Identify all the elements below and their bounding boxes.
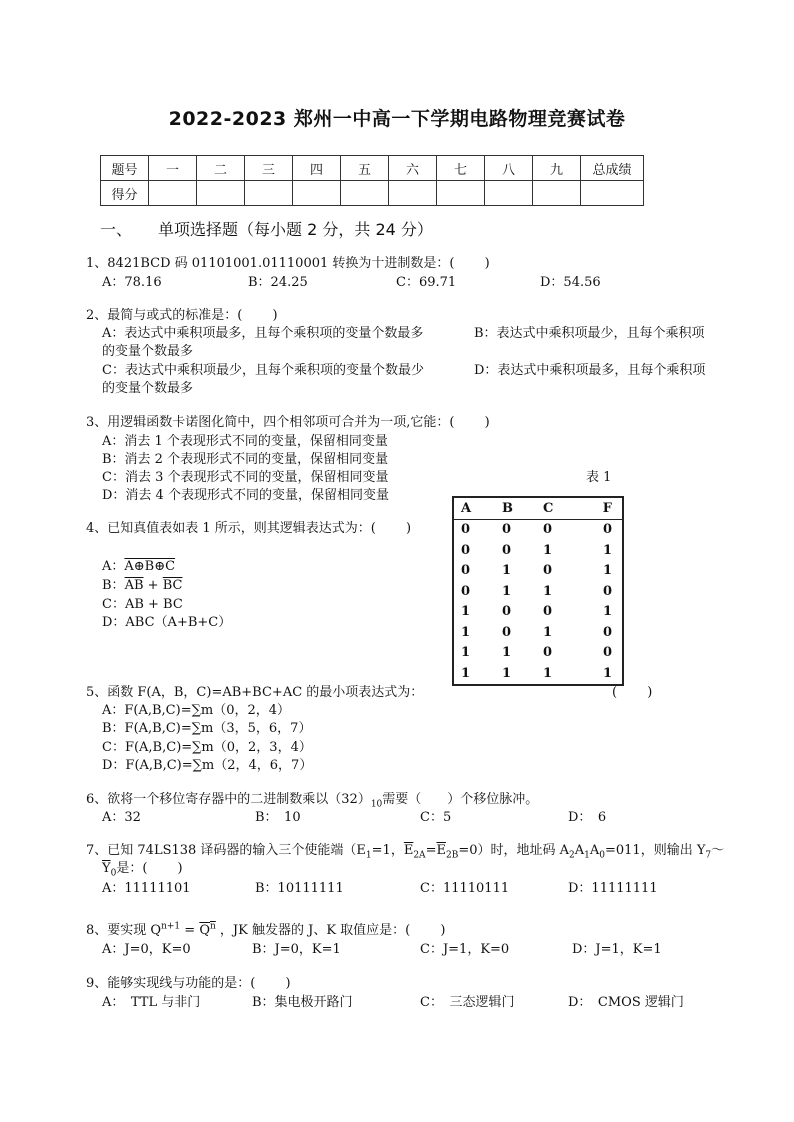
- question-5-option-c[interactable]: C：F(A,B,C)=∑m（0，2，3，4）: [102, 740, 312, 755]
- truth-cell: 0: [461, 583, 471, 599]
- truth-table-row: [453, 519, 623, 540]
- truth-header-f: F: [577, 497, 623, 519]
- truth-table-row: [453, 561, 623, 582]
- score-cell[interactable]: [581, 181, 644, 206]
- question-3-stem: 3、用逻辑函数卡诺图化简中，四个相邻项可合并为一项,它能：( ): [86, 415, 490, 430]
- section-heading: [100, 217, 433, 240]
- stem-text: =1，: [371, 843, 404, 858]
- question-5-option-a[interactable]: A：F(A,B,C)=∑m（0，2，4）: [102, 703, 291, 718]
- question-9-option-b[interactable]: B：集电极开路门: [252, 995, 353, 1010]
- q-bar-symbol: $\overline{Q}$: [199, 923, 210, 938]
- question-4-option-d[interactable]: D：ABC（A+B+C）: [102, 615, 232, 630]
- stem-text: 6、欲将一个移位寄存器中的二进制数乘以（32）: [86, 792, 371, 807]
- truth-cell: 0: [543, 522, 553, 538]
- question-8-option-a[interactable]: A：J=0，K=0: [102, 942, 191, 957]
- truth-cell: 0: [543, 563, 553, 579]
- score-header-cell: 一: [149, 156, 197, 181]
- stem-text: =011，则输出 Y: [604, 843, 706, 858]
- output-y0: $\overline{Y}$: [102, 861, 111, 876]
- question-2-option-d-cont: 的变量个数最多: [102, 381, 194, 396]
- truth-cell: 0: [502, 542, 512, 558]
- enable-e2a: $\overline{E}$: [403, 843, 414, 858]
- question-9-option-a[interactable]: A： TTL 与非门: [102, 995, 201, 1010]
- stem-text: 是：( ): [116, 861, 183, 876]
- stem-text: A: [574, 843, 585, 858]
- truth-cell: 0: [543, 604, 553, 620]
- truth-cell: 1: [461, 665, 471, 681]
- subscript: 1: [365, 850, 372, 861]
- score-header-cell: 七: [437, 156, 485, 181]
- stem-text: =: [425, 843, 437, 858]
- question-7-option-a[interactable]: A：11111101: [102, 881, 191, 896]
- question-4-option-c[interactable]: C：AB + BC: [102, 597, 183, 612]
- question-1-option-c[interactable]: C：69.71: [396, 275, 457, 290]
- stem-text: 7、已知 74LS138 译码器的输入三个使能端（E: [86, 843, 366, 858]
- superscript: n: [210, 921, 216, 932]
- question-4-option-b[interactable]: [102, 574, 182, 593]
- question-3-option-d[interactable]: D：消去 4 个表现形式不同的变量，保留相同变量: [102, 488, 389, 503]
- truth-cell: 1: [543, 665, 553, 681]
- xor-expression: A⊕B⊕C: [124, 559, 176, 574]
- question-6-option-c[interactable]: C：5: [420, 810, 452, 825]
- section-number: 一、: [100, 220, 133, 239]
- truth-cell: 1: [543, 583, 553, 599]
- truth-table-row: [453, 602, 623, 623]
- question-1-option-a[interactable]: A：78.16: [102, 275, 162, 290]
- score-table-score-row: [101, 181, 644, 206]
- plus-sign: +: [143, 578, 163, 593]
- question-2-option-b[interactable]: B：表达式中乘积项最少，且每个乘积项: [474, 326, 705, 341]
- truth-header-b: B: [495, 497, 536, 519]
- q-symbol: Q: [150, 923, 162, 938]
- truth-cell: 1: [602, 665, 612, 681]
- question-5-stem: 5、函数 F(A，B，C)=AB+BC+AC 的最小项表达式为：: [86, 685, 424, 700]
- truth-table-row: [453, 540, 623, 561]
- question-2-stem: 2、最简与或式的标准是：( ): [86, 308, 278, 323]
- score-cell[interactable]: [389, 181, 437, 206]
- score-header-cell: 五: [341, 156, 389, 181]
- truth-cell: 1: [502, 563, 512, 579]
- score-row-label: 得分: [101, 181, 149, 206]
- option-label: B：: [102, 578, 125, 593]
- truth-cell: 1: [461, 645, 471, 661]
- question-5-option-b[interactable]: B：F(A,B,C)=∑m（3，5，6，7）: [102, 721, 312, 736]
- question-2-option-c[interactable]: C：表达式中乘积项最少，且每个乘积项的变量个数最少: [102, 363, 424, 378]
- subscript: 2A: [413, 850, 426, 861]
- truth-cell: 0: [461, 563, 471, 579]
- subscript: 0: [110, 868, 117, 879]
- score-header-cell: 八: [485, 156, 533, 181]
- truth-cell: 0: [461, 542, 471, 558]
- question-3-option-a[interactable]: A：消去 1 个表现形式不同的变量，保留相同变量: [102, 434, 388, 449]
- question-3-option-b[interactable]: B：消去 2 个表现形式不同的变量，保留相同变量: [102, 452, 389, 467]
- truth-cell: 1: [602, 604, 612, 620]
- question-4-option-a[interactable]: [102, 555, 175, 574]
- truth-table-header: [453, 497, 623, 519]
- question-6-stem: [86, 788, 538, 810]
- score-header-cell: 六: [389, 156, 437, 181]
- question-8-option-c[interactable]: C：J=1，K=0: [420, 942, 510, 957]
- truth-cell: 1: [502, 665, 512, 681]
- stem-text: 8、要实现: [86, 923, 151, 938]
- question-5-answer-paren: ( ): [612, 685, 653, 700]
- truth-cell: 0: [602, 583, 612, 599]
- truth-cell: 1: [461, 624, 471, 640]
- option-label: A：: [102, 559, 125, 574]
- truth-table-row: [453, 643, 623, 664]
- score-header-cell: 四: [293, 156, 341, 181]
- truth-cell: 1: [543, 542, 553, 558]
- truth-cell: 0: [543, 645, 553, 661]
- score-header-cell: 题号: [101, 156, 149, 181]
- truth-cell: 0: [602, 645, 612, 661]
- truth-cell: 0: [602, 624, 612, 640]
- question-9-stem: 9、能够实现线与功能的是：( ): [86, 976, 291, 991]
- truth-cell: 0: [461, 522, 471, 538]
- stem-text: 需要（ ）个移位脉冲。: [382, 792, 539, 807]
- score-cell[interactable]: [341, 181, 389, 206]
- score-cell[interactable]: [293, 181, 341, 206]
- score-cell[interactable]: [533, 181, 581, 206]
- truth-table-row: [453, 663, 623, 685]
- score-cell[interactable]: [245, 181, 293, 206]
- truth-cell: 1: [502, 583, 512, 599]
- truth-cell: 1: [461, 604, 471, 620]
- score-cell[interactable]: [197, 181, 245, 206]
- truth-cell: 0: [502, 624, 512, 640]
- question-4-stem: 4、已知真值表如表 1 所示，则其逻辑表达式为：( ): [86, 521, 412, 536]
- truth-cell: 1: [602, 542, 612, 558]
- truth-table-row: [453, 581, 623, 602]
- question-6-option-a[interactable]: A：32: [102, 810, 141, 825]
- expr-term: $\overline{BC}$: [162, 578, 183, 593]
- truth-cell: 0: [602, 522, 612, 538]
- question-8-option-d[interactable]: D：J=1，K=1: [572, 942, 662, 957]
- superscript: n+1: [161, 921, 181, 932]
- subscript: 0: [599, 850, 605, 861]
- stem-text: ～: [711, 843, 725, 858]
- truth-table: [452, 496, 624, 686]
- question-2-option-a[interactable]: A：表达式中乘积项最多，且每个乘积项的变量个数最多: [102, 326, 424, 341]
- truth-cell: 1: [543, 624, 553, 640]
- section-title: 单项选择题（每小题 2 分，共 24 分）: [158, 220, 433, 239]
- question-7-stem-line2: [102, 857, 183, 879]
- subscript: 2B: [445, 850, 459, 861]
- enable-e2b: $\overline{E}$: [436, 843, 446, 858]
- truth-header-c: C: [536, 497, 577, 519]
- question-6-option-b[interactable]: B： 10: [255, 810, 301, 825]
- truth-header-a: A: [453, 497, 495, 519]
- score-cell[interactable]: [149, 181, 197, 206]
- question-2-option-d[interactable]: D：表达式中乘积项最多，且每个乘积项: [474, 363, 706, 378]
- question-9-option-d[interactable]: D： CMOS 逻辑门: [568, 995, 684, 1010]
- subscript: 7: [705, 850, 712, 861]
- question-7-option-d[interactable]: D：11111111: [568, 881, 658, 896]
- question-8-option-b[interactable]: B：J=0，K=1: [252, 942, 341, 957]
- question-6-option-d[interactable]: D： 6: [568, 810, 607, 825]
- score-table: [100, 155, 644, 206]
- score-header-cell: 三: [245, 156, 293, 181]
- stem-text: =0）时，地址码 A: [458, 843, 569, 858]
- truth-cell: 1: [502, 645, 512, 661]
- subscript: 2: [569, 850, 575, 861]
- stem-text: ，JK 触发器的 J、K 取值应是：( ): [215, 923, 446, 938]
- expr-term: $\overline{AB}$: [124, 578, 144, 593]
- score-cell[interactable]: [437, 181, 485, 206]
- truth-table-row: [453, 622, 623, 643]
- stem-text: A: [589, 843, 600, 858]
- score-table-header-row: [101, 156, 644, 181]
- question-9-option-c[interactable]: C： 三态逻辑门: [420, 995, 515, 1010]
- question-1-option-d[interactable]: D：54.56: [540, 275, 601, 290]
- exam-title: 2022-2023 郑州一中高一下学期电路物理竞赛试卷: [168, 108, 626, 130]
- score-header-cell: 二: [197, 156, 245, 181]
- truth-cell: 0: [502, 522, 512, 538]
- truth-cell: 0: [502, 604, 512, 620]
- truth-cell: 1: [602, 563, 612, 579]
- question-7-option-c[interactable]: C：11110111: [420, 881, 510, 896]
- subscript: 1: [584, 850, 590, 861]
- question-1-option-b[interactable]: B：24.25: [248, 275, 308, 290]
- table-1-caption: 表 1: [586, 470, 612, 485]
- question-2-option-b-cont: 的变量个数最多: [102, 344, 194, 359]
- question-1-stem: 1、8421BCD 码 01101001.01110001 转换为十进制数是：( ): [86, 256, 490, 271]
- subscript: 10: [370, 799, 383, 810]
- question-7-option-b[interactable]: B：10111111: [255, 881, 344, 896]
- stem-text: =: [180, 923, 200, 938]
- question-3-option-c[interactable]: C：消去 3 个表现形式不同的变量，保留相同变量: [102, 470, 389, 485]
- question-8-stem: [86, 919, 445, 938]
- score-header-cell: 总成绩: [581, 156, 644, 181]
- question-5-option-d[interactable]: D：F(A,B,C)=∑m（2，4，6，7）: [102, 758, 313, 773]
- score-cell[interactable]: [485, 181, 533, 206]
- score-header-cell: 九: [533, 156, 581, 181]
